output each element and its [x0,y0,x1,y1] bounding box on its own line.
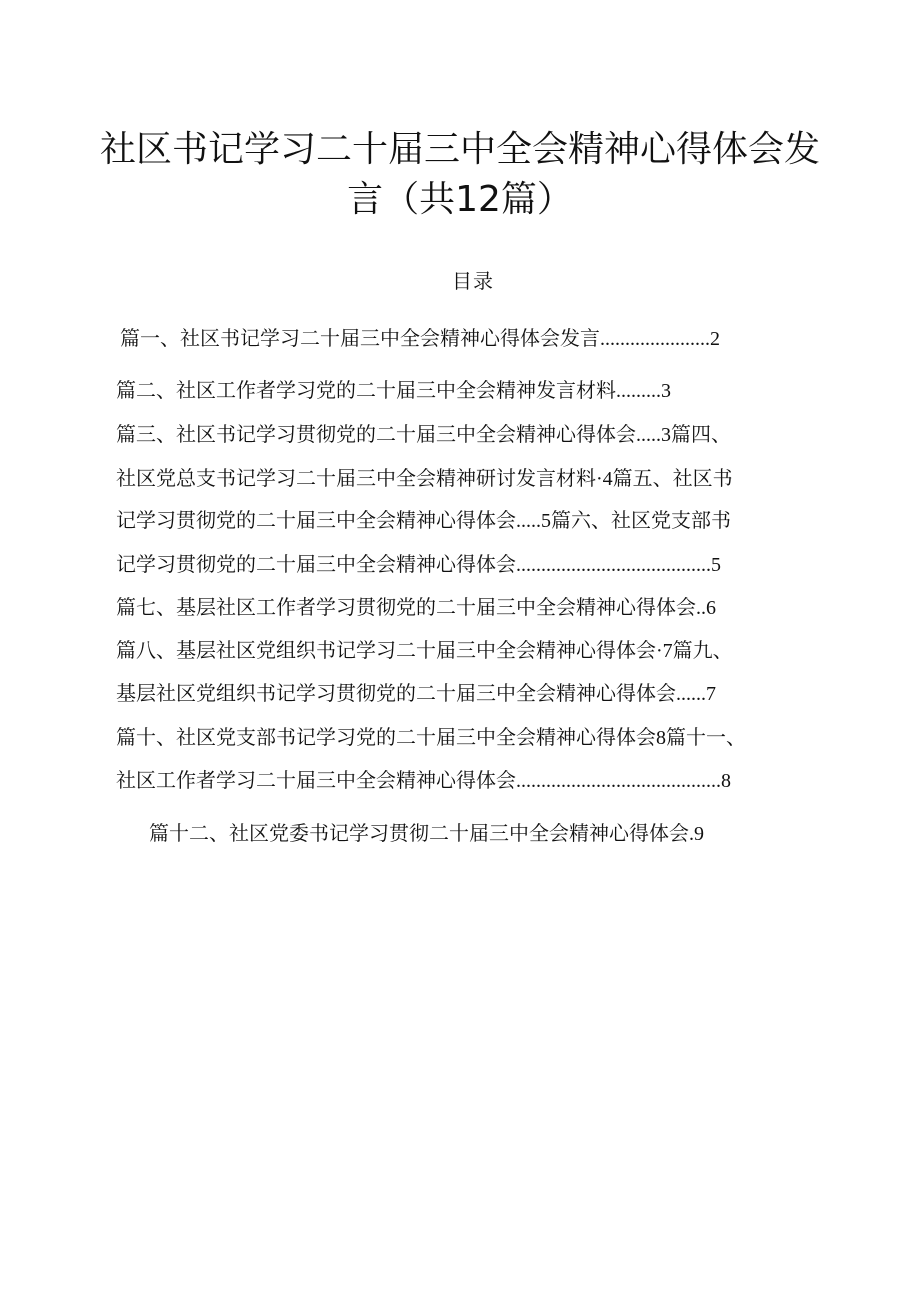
toc-page-number: 9 [694,823,704,845]
toc-entry-1[interactable] [120,323,822,354]
toc-page-number: 8 [721,770,731,792]
toc-page-number: 5 [711,554,721,576]
toc-page-number: 3 [661,424,671,446]
toc-entry-3[interactable] [116,419,822,450]
toc-leader-dots: .. [696,597,706,619]
toc-entry-5[interactable] [116,505,822,536]
toc-entry-11[interactable] [116,765,822,796]
toc-entry-tail: 篇十一、 [666,725,746,749]
toc-entry-title: 篇七、基层社区工作者学习贯彻党的二十届三中全会精神心得体会 [116,595,696,619]
document-title-line-2: 言（共12篇） [347,179,573,220]
toc-leader-dots: ...... [676,683,706,705]
toc-page-number: 7 [706,683,716,705]
toc-entry-tail: 篇五、社区书 [612,466,733,490]
toc-entry-4[interactable] [116,463,822,494]
toc-entry-title: 记学习贯彻党的二十届三中全会精神心得体会 [116,552,516,576]
toc-entry-8[interactable] [116,635,822,666]
toc-entry-6[interactable] [116,549,822,580]
toc-page-number: 6 [706,597,716,619]
toc-page-number: 2 [710,328,720,350]
toc-page-number: 3 [661,380,671,402]
toc-entry-title: 篇八、基层社区党组织书记学习二十届三中全会精神心得体会 [116,638,656,662]
toc-page-number: 8 [656,727,666,749]
toc-entry-title: 记学习贯彻党的二十届三中全会精神心得体会 [116,508,516,532]
toc-entry-title: 篇十、社区党支部书记学习党的二十届三中全会精神心得体会 [116,725,656,749]
toc-entry-12[interactable] [149,818,829,849]
toc-entry-title: 基层社区党组织书记学习贯彻党的二十届三中全会精神心得体会 [116,681,676,705]
toc-page-number: 4 [602,468,613,490]
toc-entry-tail: 篇四、 [671,422,731,446]
toc-leader-dots: · [656,640,663,662]
toc-entry-7[interactable] [116,592,822,623]
toc-page-number: 7 [662,640,673,662]
toc-entry-10[interactable] [116,722,822,753]
toc-leader-dots: ......... [616,380,661,402]
toc-entry-tail: 篇九、 [672,638,733,662]
toc-leader-dots: ....................................... [516,554,711,576]
toc-entry-title: 篇一、社区书记学习二十届三中全会精神心得体会发言 [120,326,600,350]
toc-entry-title: 社区党总支书记学习二十届三中全会精神研讨发言材料 [116,466,596,490]
toc-leader-dots: ..... [636,424,661,446]
toc-entry-title: 社区工作者学习二十届三中全会精神心得体会 [116,768,516,792]
toc-heading: 目录 [452,269,494,293]
toc-leader-dots: ..... [516,510,541,532]
toc-entry-9[interactable] [116,678,822,709]
document-title-line-1: 社区书记学习二十届三中全会精神心得体会发 [99,129,820,170]
toc-page-number: 5 [541,510,551,532]
toc-entry-tail: 篇六、社区党支部书 [551,508,731,532]
toc-leader-dots: . [689,823,694,845]
toc-leader-dots: · [596,468,603,490]
toc-entry-title: 篇十二、社区党委书记学习贯彻二十届三中全会精神心得体会 [149,821,689,845]
toc-entry-title: 篇三、社区书记学习贯彻党的二十届三中全会精神心得体会 [116,422,636,446]
toc-leader-dots: ......................................... [516,770,721,792]
toc-entry-2[interactable] [116,375,822,406]
toc-entry-title: 篇二、社区工作者学习党的二十届三中全会精神发言材料 [116,378,616,402]
toc-leader-dots: ...................... [600,328,710,350]
